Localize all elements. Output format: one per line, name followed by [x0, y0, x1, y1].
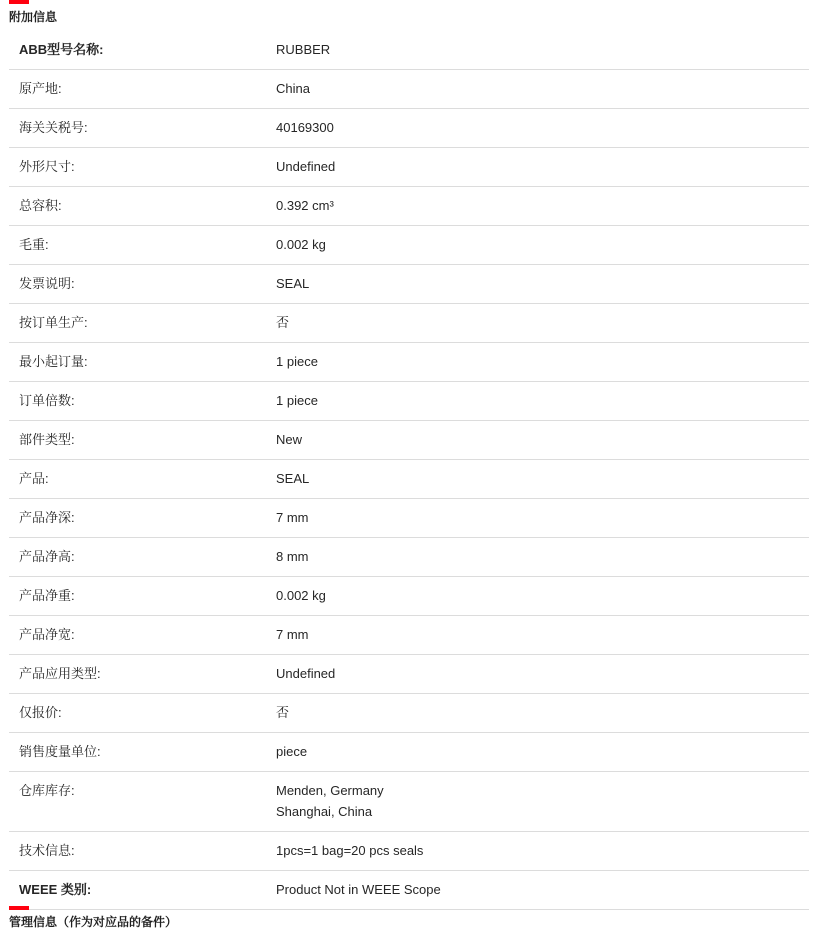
spec-value: piece [276, 733, 809, 772]
additional-info-header [0, 0, 815, 24]
spec-label: 外形尺寸: [9, 148, 276, 187]
spec-table [9, 31, 809, 910]
spec-value: Product Not in WEEE Scope [276, 871, 809, 910]
spec-value: Undefined [276, 148, 809, 187]
spec-value: 1 piece [276, 382, 809, 421]
spec-value: 8 mm [276, 538, 809, 577]
spec-row [9, 460, 809, 499]
spec-value: RUBBER [276, 31, 809, 70]
spec-label: 毛重: [9, 226, 276, 265]
spec-row [9, 832, 809, 871]
spec-row [9, 382, 809, 421]
spec-value: 0.002 kg [276, 226, 809, 265]
spec-label: 产品净宽: [9, 616, 276, 655]
spec-value: 否 [276, 304, 809, 343]
spec-value: SEAL [276, 460, 809, 499]
spec-row [9, 655, 809, 694]
spec-label: 订单倍数: [9, 382, 276, 421]
spec-row [9, 733, 809, 772]
spec-label: 销售度量单位: [9, 733, 276, 772]
section-accent-bar [9, 906, 29, 910]
spec-label: 仓库库存: [9, 772, 276, 832]
spec-label: 按订单生产: [9, 304, 276, 343]
spec-label: ABB型号名称: [9, 31, 276, 70]
spec-row [9, 577, 809, 616]
spec-label: 海关关税号: [9, 109, 276, 148]
spec-value [276, 772, 809, 832]
spec-label: 产品净高: [9, 538, 276, 577]
spec-row [9, 499, 809, 538]
spec-row [9, 616, 809, 655]
spec-value-line: Menden, Germany [276, 783, 384, 798]
spec-row [9, 421, 809, 460]
spec-value: SEAL [276, 265, 809, 304]
spec-label: 发票说明: [9, 265, 276, 304]
spec-value: Undefined [276, 655, 809, 694]
spec-row [9, 304, 809, 343]
spec-label: 产品: [9, 460, 276, 499]
spec-value: 1 piece [276, 343, 809, 382]
spec-value: 40169300 [276, 109, 809, 148]
spec-label: WEEE 类别: [9, 871, 276, 910]
spec-table-body [9, 31, 809, 910]
spec-row [9, 772, 809, 832]
spec-value: New [276, 421, 809, 460]
spec-value: 7 mm [276, 616, 809, 655]
spec-label: 仅报价: [9, 694, 276, 733]
spec-label: 原产地: [9, 70, 276, 109]
spec-value: 7 mm [276, 499, 809, 538]
spec-value: 1pcs=1 bag=20 pcs seals [276, 832, 809, 871]
spec-value: China [276, 70, 809, 109]
spec-row [9, 226, 809, 265]
spec-row [9, 31, 809, 70]
spec-value: 0.392 cm³ [276, 187, 809, 226]
section-accent-bar [9, 0, 29, 4]
spec-row [9, 871, 809, 910]
spec-value-line: Shanghai, China [276, 804, 373, 819]
spec-label: 产品净重: [9, 577, 276, 616]
spec-label: 产品净深: [9, 499, 276, 538]
next-section-header [0, 906, 177, 929]
section-title: 附加信息 [9, 10, 58, 24]
spec-row [9, 109, 809, 148]
spec-row [9, 187, 809, 226]
spec-row [9, 538, 809, 577]
spec-label: 部件类型: [9, 421, 276, 460]
spec-row [9, 343, 809, 382]
next-section-title: 管理信息（作为对应品的备件） [9, 915, 178, 929]
spec-value: 否 [276, 694, 809, 733]
spec-label: 总容积: [9, 187, 276, 226]
spec-label: 最小起订量: [9, 343, 276, 382]
spec-row [9, 265, 809, 304]
spec-value: 0.002 kg [276, 577, 809, 616]
spec-label: 技术信息: [9, 832, 276, 871]
spec-row [9, 70, 809, 109]
spec-label: 产品应用类型: [9, 655, 276, 694]
spec-row [9, 694, 809, 733]
spec-row [9, 148, 809, 187]
